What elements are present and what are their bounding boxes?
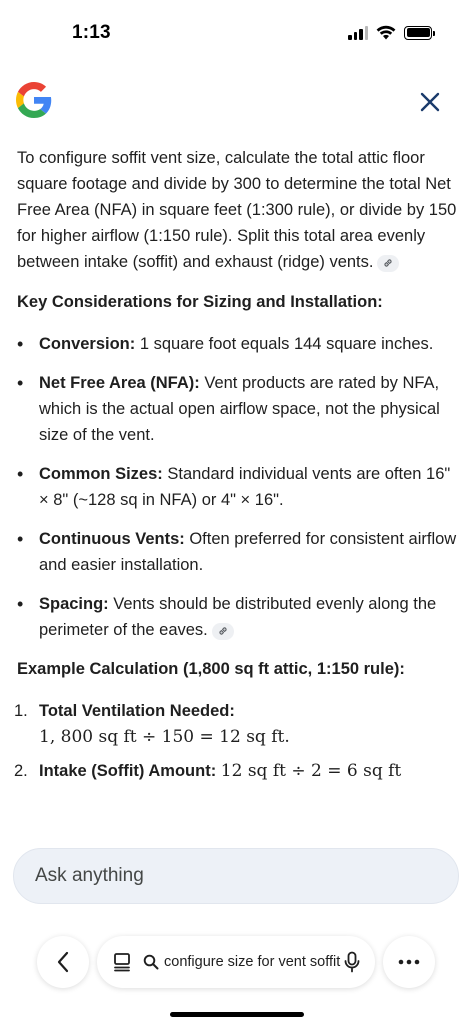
step-term: Intake (Soffit) Amount: (39, 762, 217, 780)
status-icons (348, 25, 432, 40)
step-item (14, 698, 457, 750)
list-item-term: Common Sizes: (39, 465, 163, 483)
step-term: Total Ventilation Needed: (39, 702, 235, 720)
list-item (17, 591, 457, 643)
source-link-chip[interactable] (377, 255, 399, 272)
step-number: 1. (14, 702, 28, 720)
list-item-text: Vent products are rated by NFA, which is the actual open airflow space, not the physical size of the vent. (39, 374, 440, 444)
source-link-chip[interactable] (212, 623, 234, 640)
list-item-text: 1 square foot equals 144 square inches. (135, 335, 434, 353)
close-button[interactable] (416, 88, 444, 116)
list-item-text: Standard individual vents are often 16" × 8" (~128 sq in NFA) or 4" × 16". (39, 465, 451, 509)
home-indicator (170, 1012, 304, 1017)
ai-response (14, 145, 457, 833)
calculation-steps (14, 698, 457, 784)
back-button[interactable] (37, 936, 89, 988)
list-item-term: Net Free Area (NFA): (39, 374, 200, 392)
step-item (14, 758, 457, 784)
chevron-left-icon (56, 951, 70, 973)
header (0, 78, 472, 126)
status-bar (0, 0, 472, 70)
list-item (17, 370, 457, 448)
tabs-icon[interactable] (111, 951, 133, 973)
ask-anything-input[interactable] (13, 848, 459, 904)
considerations-heading: Key Considerations for Sizing and Installation: (17, 293, 383, 311)
list-item-text: Vents should be distributed evenly along the perimeter of the eaves. (39, 595, 437, 639)
intro-paragraph (17, 145, 457, 275)
more-options-button[interactable] (383, 936, 435, 988)
step-math: 12 sq ft ÷ 2 = 6 sq ft (220, 761, 402, 781)
close-icon (420, 92, 440, 112)
intro-text: To configure soffit vent size, calculate the total attic floor square footage and divide by 300 to determine the total Net Free Area (NFA) in square feet (1:300 rule), or divide by 150 for higher airflow (1:150 rule). Split this total area evenly between intake (soffit) and exhaust (ridge) vents. (17, 149, 457, 271)
link-icon (217, 625, 229, 637)
link-icon (382, 257, 394, 269)
example-heading: Example Calculation (1,800 sq ft attic, 1:150 rule): (17, 660, 405, 678)
step-math: 1, 800 sq ft ÷ 150 = 12 sq ft. (39, 727, 290, 747)
search-query-pill[interactable] (97, 936, 375, 988)
mic-icon[interactable] (343, 951, 361, 973)
list-item (17, 526, 457, 578)
list-item (17, 461, 457, 513)
bottom-toolbar (0, 934, 472, 990)
list-item-term: Continuous Vents: (39, 530, 185, 548)
google-g-icon (16, 82, 52, 118)
list-item-term: Spacing: (39, 595, 109, 613)
ask-placeholder: Ask anything (35, 865, 144, 886)
battery-icon (404, 26, 432, 40)
list-item (17, 331, 457, 357)
list-item-term: Conversion: (39, 335, 136, 353)
step-number: 2. (14, 762, 28, 780)
cellular-signal-icon (348, 26, 368, 40)
search-query-text: configure size for vent soffit (164, 954, 341, 970)
more-horizontal-icon (398, 959, 420, 965)
considerations-list (17, 331, 457, 643)
search-icon (143, 954, 159, 970)
content-fade (0, 815, 472, 845)
status-time: 1:13 (72, 22, 111, 43)
wifi-icon (376, 25, 396, 40)
list-item-text: Often preferred for consistent airflow and easier installation. (39, 530, 457, 574)
